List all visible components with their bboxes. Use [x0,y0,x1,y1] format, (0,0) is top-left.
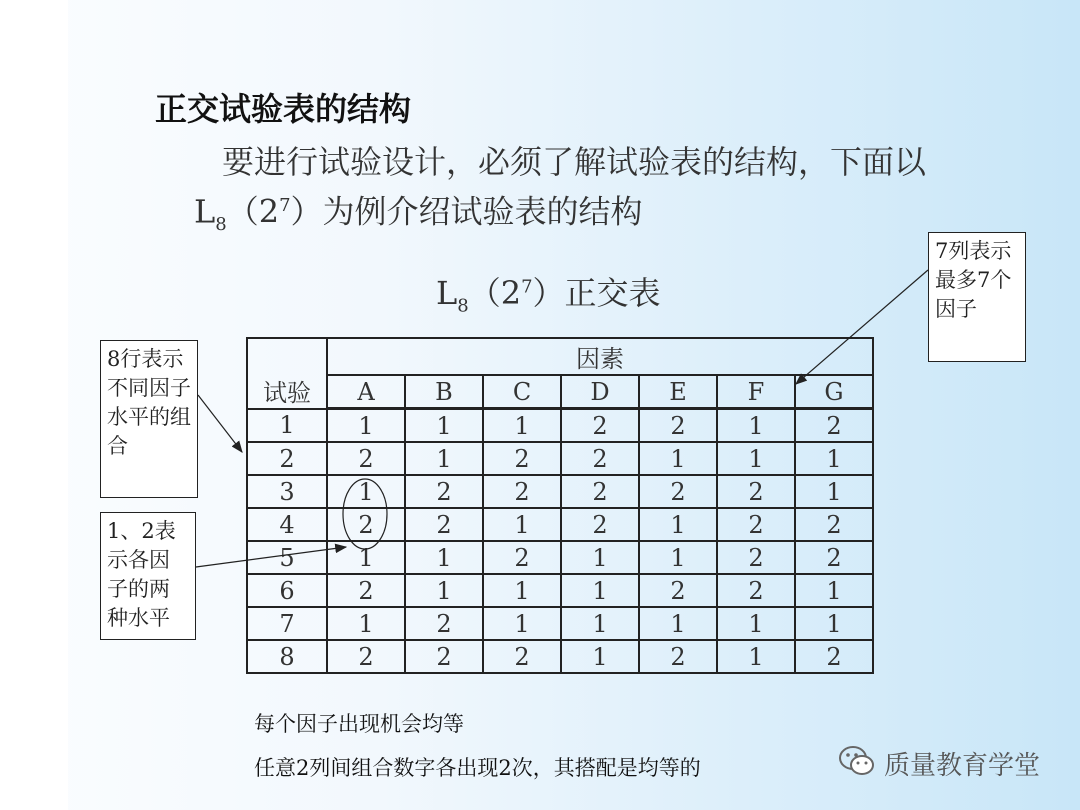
intro-l-symbol: L [194,192,216,231]
level-cell: 2 [795,541,873,574]
intro-base: （2 [226,192,280,231]
level-cell: 1 [639,442,717,475]
level-cell: 2 [561,442,639,475]
table-title-base: （2 [468,274,522,312]
level-cell: 2 [327,574,405,607]
level-cell: 2 [405,607,483,640]
column-header-c: C [483,375,561,409]
level-cell: 1 [561,541,639,574]
note-equal-chance: 每个因子出现机会均等 [254,712,464,736]
level-cell: 2 [561,409,639,443]
column-header-d: D [561,375,639,409]
level-cell: 1 [405,442,483,475]
trial-number-cell: 3 [247,475,327,508]
slide-title: 正交试验表的结构 [155,90,412,128]
intro-subscript: 8 [215,214,227,236]
column-header-b: B [405,375,483,409]
level-cell: 2 [795,508,873,541]
level-cell: 1 [327,475,405,508]
rows-annotation-box: 8行表示不同因子水平的组合 [100,340,198,498]
column-header-g: G [795,375,873,409]
rows-arrow [198,395,242,452]
column-header-e: E [639,375,717,409]
levels-annotation-box: 1、2表示各因子的两种水平 [100,512,196,640]
level-cell: 2 [717,475,795,508]
level-cell: 1 [327,607,405,640]
columns-arrow [796,270,928,384]
level-cell: 2 [639,409,717,443]
intro-line-1: 要进行试验设计，必须了解试验表的结构，下面以 [222,143,927,181]
trial-number-cell: 5 [247,541,327,574]
levels-highlight-circle [343,479,387,549]
level-cell: 1 [795,475,873,508]
level-cell: 1 [405,574,483,607]
trial-number-cell: 8 [247,640,327,673]
level-cell: 1 [639,541,717,574]
level-cell: 1 [717,442,795,475]
level-cell: 1 [561,640,639,673]
level-cell: 2 [717,541,795,574]
level-cell: 2 [483,475,561,508]
level-cell: 2 [639,475,717,508]
trial-number-cell: 2 [247,442,327,475]
trial-number-cell: 6 [247,574,327,607]
corner-header: 试验 [247,338,327,409]
level-cell: 1 [795,607,873,640]
level-cell: 2 [405,475,483,508]
level-cell: 2 [561,475,639,508]
level-cell: 1 [795,442,873,475]
table-title-rest: ）正交表 [532,274,661,312]
level-cell: 1 [717,409,795,443]
level-cell: 1 [483,574,561,607]
level-cell: 1 [717,607,795,640]
level-cell: 2 [483,640,561,673]
column-header-f: F [717,375,795,409]
intro-rest: ）为例介绍试验表的结构 [290,192,643,231]
level-cell: 1 [561,607,639,640]
level-cell: 1 [405,409,483,443]
level-cell: 2 [639,574,717,607]
table-title-subscript: 8 [457,295,469,317]
table-title-l: L [436,274,458,312]
trial-number-cell: 7 [247,607,327,640]
level-cell: 1 [639,508,717,541]
level-cell: 2 [405,640,483,673]
level-cell: 2 [717,508,795,541]
level-cell: 1 [795,574,873,607]
intro-exponent: 7 [279,195,291,216]
level-cell: 2 [483,442,561,475]
trial-number-cell: 4 [247,508,327,541]
column-header-a: A [327,375,405,409]
level-cell: 1 [717,640,795,673]
level-cell: 2 [561,508,639,541]
table-title-exponent: 7 [521,276,533,298]
level-cell: 1 [639,607,717,640]
level-cell: 2 [483,541,561,574]
level-cell: 1 [327,541,405,574]
factors-group-header: 因素 [327,338,873,375]
columns-annotation-box: 7列表示最多7个因子 [928,232,1026,362]
trial-number-cell: 1 [247,409,327,443]
level-cell: 1 [483,607,561,640]
level-cell: 2 [639,640,717,673]
level-cell: 2 [327,442,405,475]
level-cell: 1 [327,409,405,443]
level-cell: 2 [405,508,483,541]
level-cell: 2 [327,508,405,541]
level-cell: 1 [483,409,561,443]
level-cell: 1 [561,574,639,607]
levels-arrow [196,547,346,567]
wechat-icon [838,744,876,778]
note-equal-combination: 任意2列间组合数字各出现2次，其搭配是均等的 [254,756,701,780]
level-cell: 1 [483,508,561,541]
level-cell: 1 [405,541,483,574]
level-cell: 2 [327,640,405,673]
watermark-text: 质量教育学堂 [884,751,1041,781]
level-cell: 2 [795,640,873,673]
level-cell: 2 [717,574,795,607]
level-cell: 2 [795,409,873,443]
